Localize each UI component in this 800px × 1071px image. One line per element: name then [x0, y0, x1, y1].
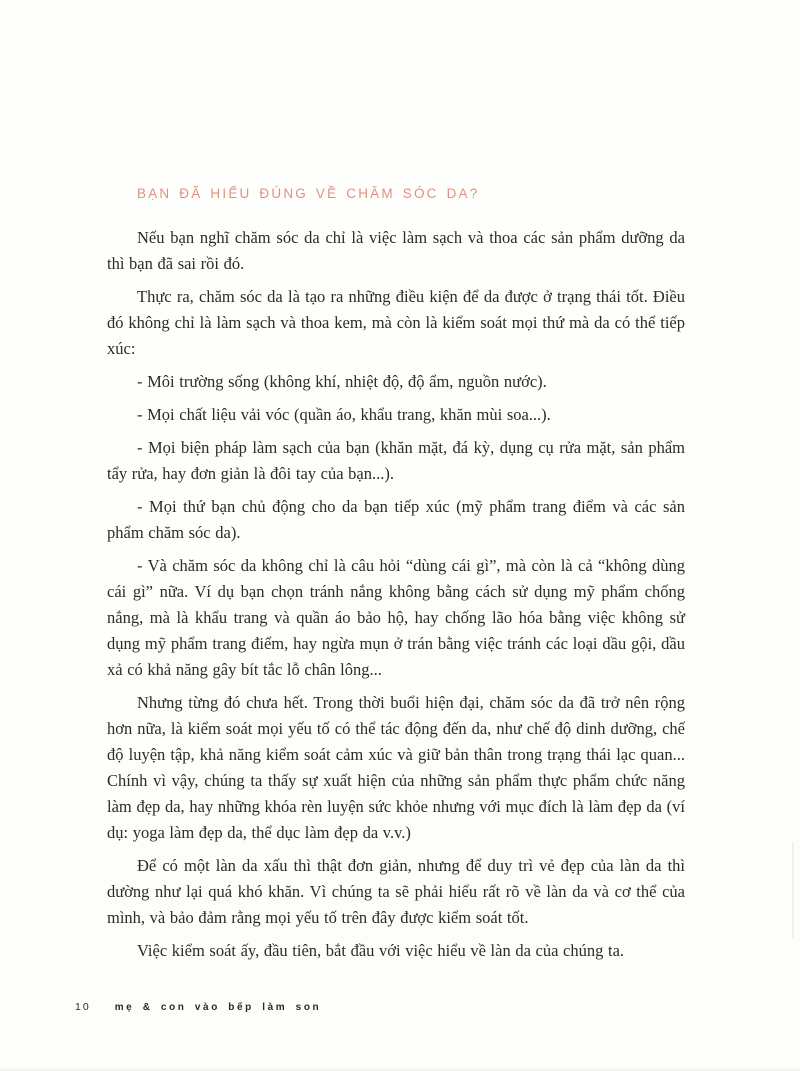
- bullet-paragraph: - Mọi biện pháp làm sạch của bạn (khăn mặt, đá kỳ, dụng cụ rửa mặt, sản phẩm tẩy rửa, hay đơn giản là đôi tay của bạn...).: [107, 438, 685, 483]
- body-paragraph: Thực ra, chăm sóc da là tạo ra những điều kiện để da được ở trạng thái tốt. Điều đó không chỉ là làm sạch và thoa kem, mà còn là kiểm soát mọi thứ mà da có thể tiếp xúc:: [107, 287, 685, 358]
- text-column: [107, 186, 685, 971]
- bullet-paragraph: - Và chăm sóc da không chỉ là câu hỏi “dùng cái gì”, mà còn là cả “không dùng cái gì” nữa. Ví dụ bạn chọn tránh nắng không bằng cách sử dụng mỹ phẩm chống nắng, mà là khẩu trang và quần áo bảo hộ, hay chống lão hóa bằng việc không sử dụng mỹ phẩm trang điểm, hay ngừa mụn ở trán bằng việc tránh các loại dầu gội, dầu xả có khả năng gây bít tắc lỗ chân lông...: [107, 556, 685, 679]
- body-paragraph: Việc kiểm soát ấy, đầu tiên, bắt đầu với việc hiểu về làn da của chúng ta.: [137, 941, 625, 960]
- book-title-footer: mẹ & con vào bếp làm son: [114, 1002, 322, 1013]
- scan-edge-artifact: [792, 842, 794, 938]
- page-footer: [75, 1001, 321, 1013]
- body-paragraph: Nhưng từng đó chưa hết. Trong thời buổi hiện đại, chăm sóc da đã trở nên rộng hơn nữa, là kiểm soát mọi yếu tố có thể tác động đến da, như chế độ dinh dưỡng, chế độ luyện tập, khả năng kiểm soát cảm xúc và giữ bản thân trong trạng thái lạc quan... Chính vì vậy, chúng ta thấy sự xuất hiện của những sản phẩm thực phẩm chức năng làm đẹp da, hay những khóa rèn luyện sức khỏe nhưng với mục đích là làm đẹp da (ví dụ: yoga làm đẹp da, thể dục làm đẹp da v.v.): [107, 693, 685, 842]
- scan-edge-artifact: [0, 1067, 800, 1071]
- body-paragraph: Nếu bạn nghĩ chăm sóc da chỉ là việc làm sạch và thoa các sản phẩm dưỡng da thì bạn đã sai rồi đó.: [107, 228, 685, 273]
- body-paragraph: Để có một làn da xấu thì thật đơn giản, nhưng để duy trì vẻ đẹp của làn da thì dường như lại quá khó khăn. Vì chúng ta sẽ phải hiểu rất rõ về làn da và cơ thể của mình, và bảo đảm rằng mọi yếu tố trên đây được kiểm soát tốt.: [107, 856, 685, 927]
- bullet-paragraph: - Mọi chất liệu vải vóc (quần áo, khẩu trang, khăn mùi soa...).: [137, 405, 551, 424]
- bullet-paragraph: - Mọi thứ bạn chủ động cho da bạn tiếp xúc (mỹ phẩm trang điểm và các sản phẩm chăm sóc da).: [107, 497, 685, 542]
- page-number: 10: [75, 1001, 91, 1013]
- section-heading: BẠN ĐÃ HIỂU ĐÚNG VỀ CHĂM SÓC DA?: [137, 186, 480, 201]
- bullet-paragraph: - Môi trường sống (không khí, nhiệt độ, độ ẩm, nguồn nước).: [137, 372, 547, 391]
